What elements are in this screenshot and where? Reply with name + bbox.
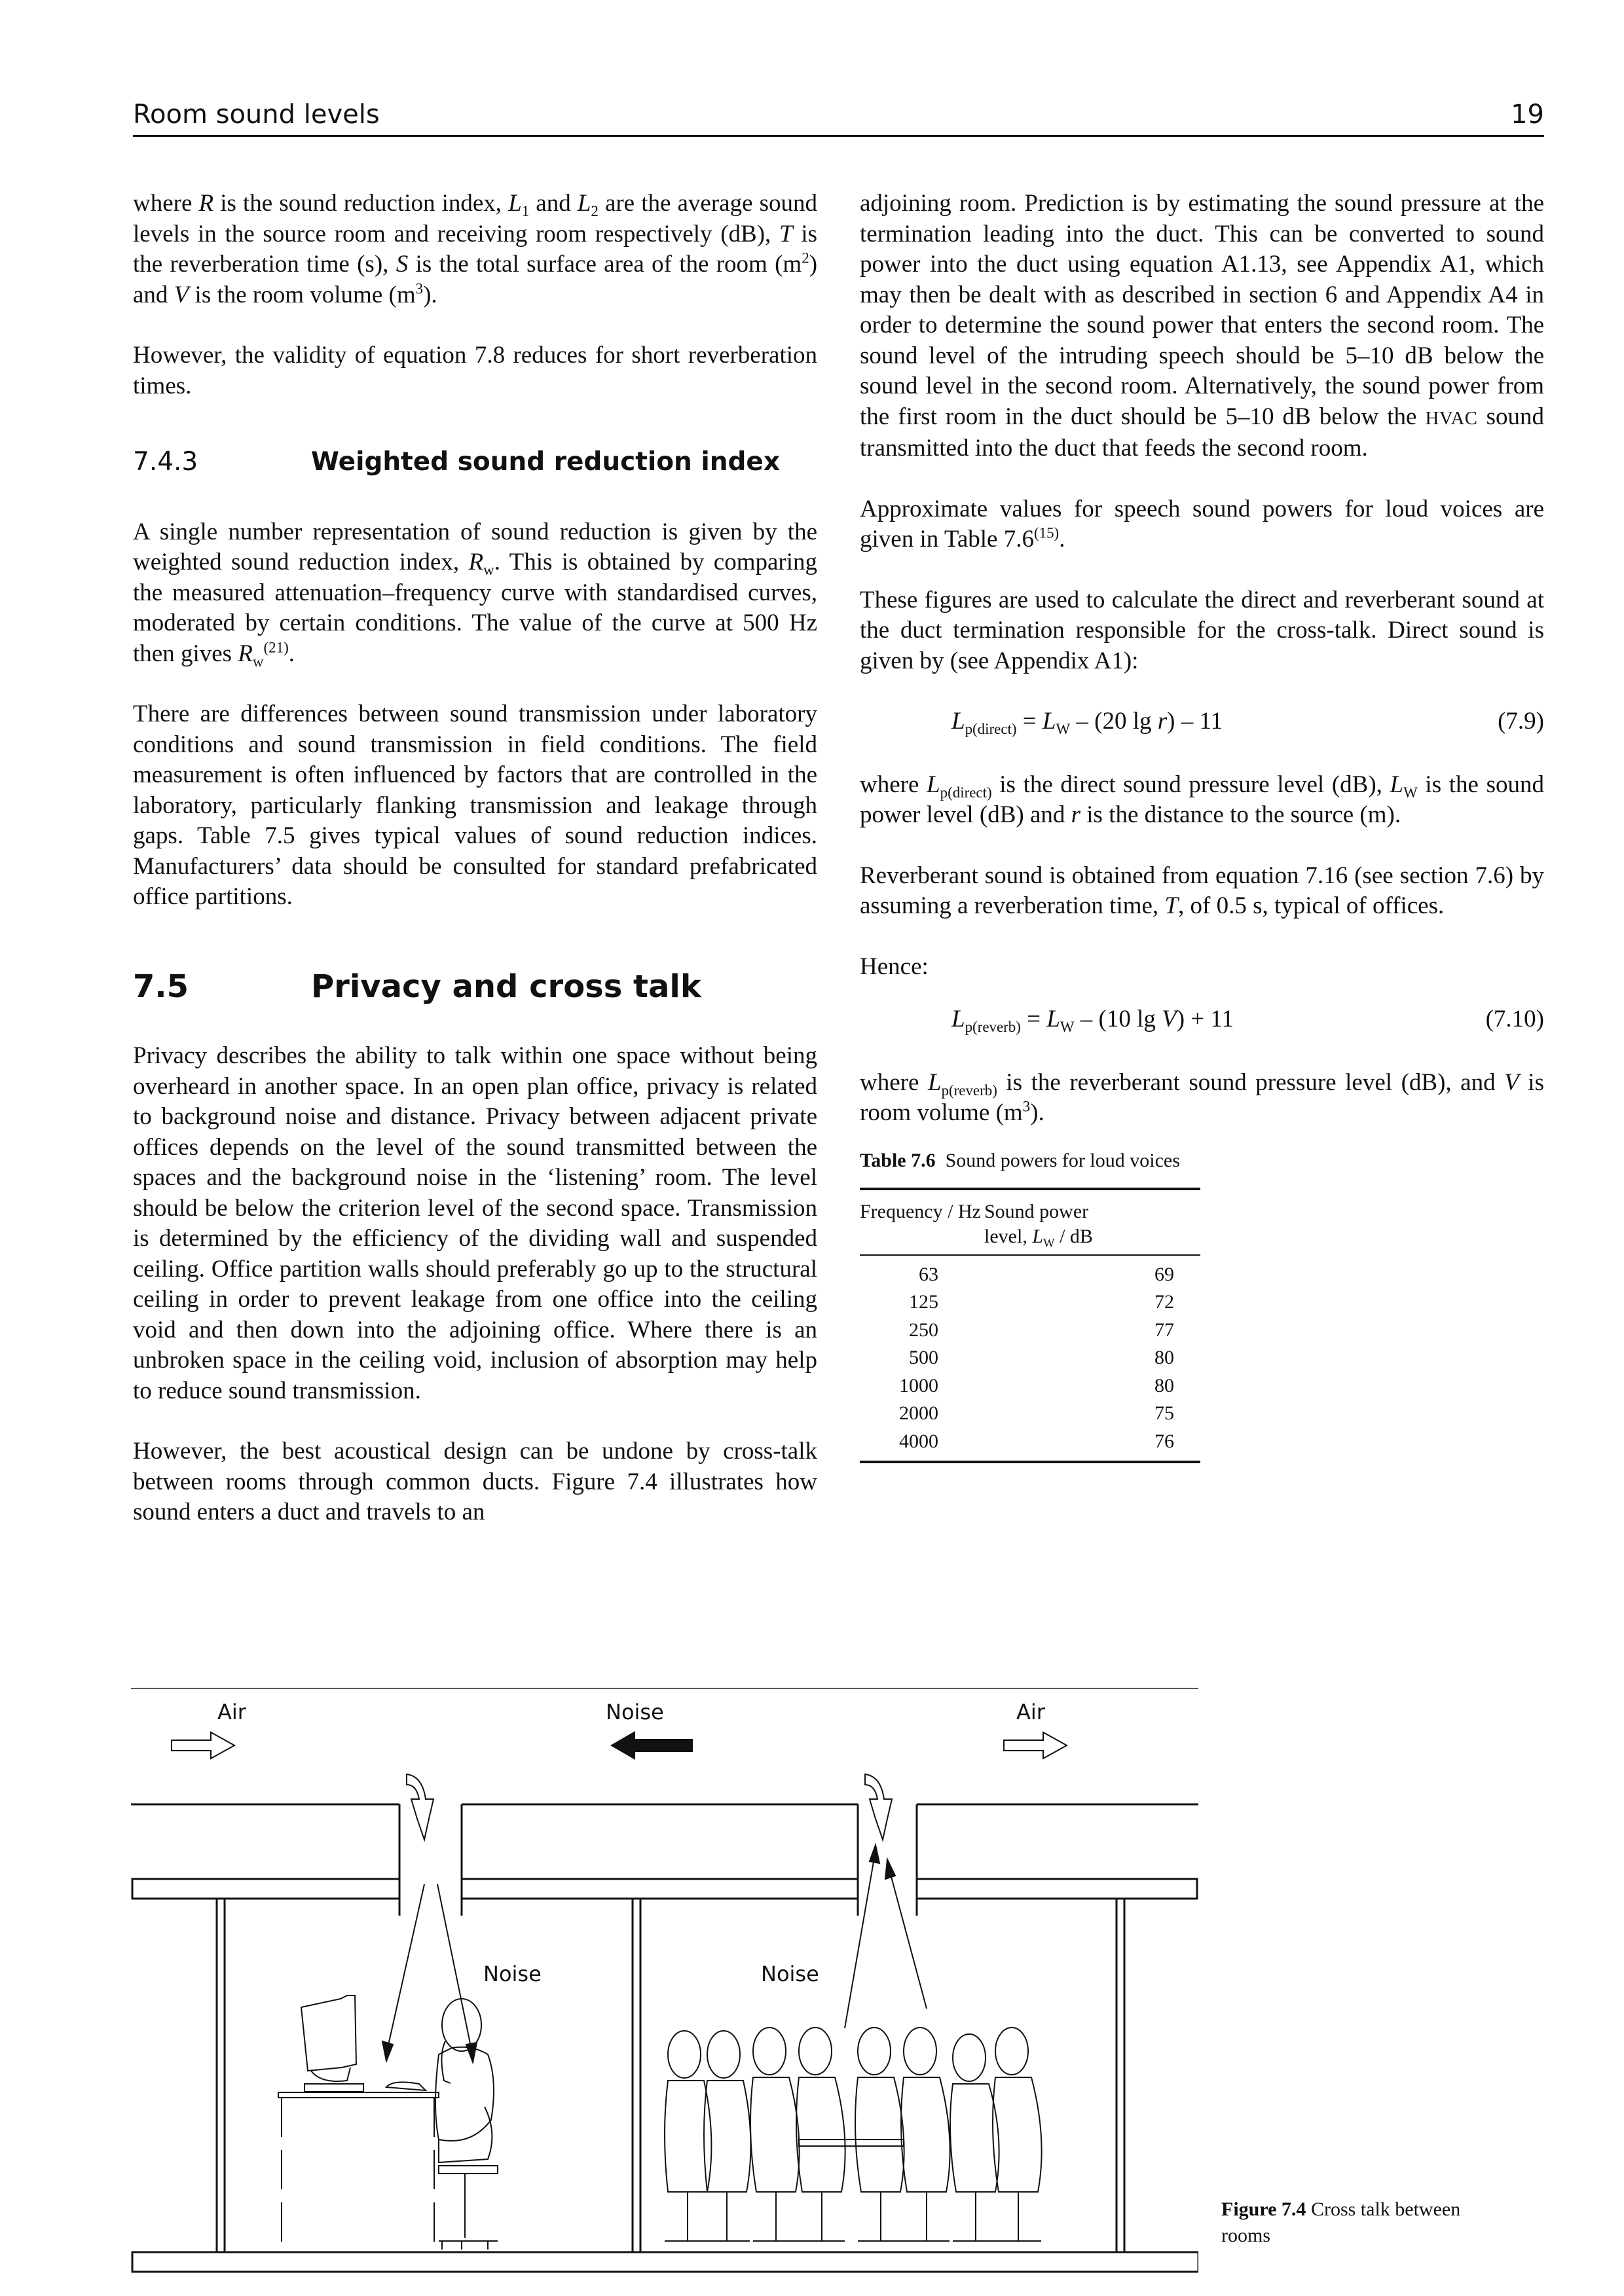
cell-frequency: 125 [909,1291,938,1313]
suspended-ceiling [132,1879,399,1899]
partition-wall [633,1899,640,2252]
cell-frequency: 500 [909,1347,938,1368]
label-noise-room1: Noise [483,1961,542,1986]
sound-path-arrow-icon [382,2041,393,2061]
figure-caption [1221,2196,1509,2249]
sound-path-line [388,1884,424,2048]
section-number: 7.4.3 [133,447,198,477]
meeting-group [665,2028,1042,2241]
paragraph-reverb-definition: where $L_{p(reverb)}$ is the reverberant sound pressure level (dB), and V is room volume $(m^3)$. [860,1068,1544,1126]
duct-entry-arrow-icon [407,1774,434,1840]
reference-15: (15) [1033,524,1060,541]
section-title: Weighted sound reduction index [311,447,781,477]
cell-sound-power-level: 75 [1154,1402,1174,1424]
equation-expression: $L_{p(reverb)} = L_W - (10$ lg V) + 11 [951,1006,1234,1036]
table-7-6 [860,1148,1200,1464]
equation-7-10 [860,1004,1544,1035]
chair-seat [439,2166,498,2174]
table-row [860,1428,1200,1463]
phone-arm [441,2041,451,2083]
table-row [860,1255,1200,1289]
cell-sound-power-level: 77 [1154,1319,1174,1341]
cell-sound-power-level: 72 [1154,1291,1174,1313]
suspended-ceiling [462,1879,858,1899]
monitor-base [304,2084,363,2092]
sound-path-arrow-icon [885,1859,895,1879]
section-heading-7-5 [133,968,817,1005]
equation-expression: $L_{p(direct)} = L_W - (20$ lg r) – 11 [951,708,1223,738]
running-header [133,92,1544,137]
paragraph-hence: Hence: [860,953,929,980]
cell-frequency: 4000 [899,1430,938,1452]
table-row [860,1400,1200,1428]
paragraph-direct-definition: where $L_{p(direct)}$ is the direct sound pressure level (dB), $L_W$ is the sound power level (dB) and r is the distance to the source (m). [860,771,1545,828]
seated-person [901,2028,950,2241]
label-air-left: Air [217,1700,246,1724]
cell-sound-power-level: 69 [1154,1263,1174,1285]
cell-frequency: 63 [919,1263,938,1285]
table-row [860,1344,1200,1372]
label-air-right: Air [1016,1700,1045,1724]
desk-top [278,2092,439,2098]
paragraph-reverberant: Reverberant sound is obtained from equation 7.16 (see section 7.6) by assuming a reverberation time, T, of 0.5 s, typical of offices. [860,862,1544,919]
running-title: Room sound levels [133,100,380,130]
paragraph-lab-vs-field: There are differences between sound transmission under laboratory conditions and sound transmission in field conditions. The field measurement is often influenced by factors that are controlled in the laboratory, particularly flanking transmission and leakage through gaps. Table 7.5 gives typical values of sound reduction indices. Manufacturers’ data should be consulted for standard prefabricated office partitions. [133,701,817,910]
seated-person [950,2034,999,2241]
section-title: Privacy and cross talk [311,968,701,1005]
table-caption: Table 7.6 Sound powers for loud voices [860,1149,1180,1171]
keyboard [386,2082,426,2090]
sound-power-table [860,1188,1200,1464]
sound-path-arrow-icon [870,1845,879,1863]
seated-person [750,2028,800,2241]
sound-path-line [845,1858,874,2028]
section-heading-7-4-3 [133,447,817,478]
person-head [442,1999,481,2051]
paragraph-direct-reverberant: These figures are used to calculate the direct and reverberant sound at the duct termination responsible for the cross-talk. Direct sound is given by (see Appendix A1): [860,586,1544,674]
section-number: 7.5 [133,968,189,1005]
person-torso [435,2047,494,2141]
equation-number: (7.9) [1498,708,1544,735]
paragraph-cross-talk: However, the best acoustical design can be undone by cross-talk between rooms through common ducts. Figure 7.4 illustrates how sound enters a duct and travels to an [133,1438,817,1525]
table-row [860,1288,1200,1317]
label-noise-room2: Noise [761,1961,819,1986]
table-row [860,1372,1200,1400]
left-column [133,189,817,1558]
noise-flow-arrow-icon [610,1731,693,1760]
floor-slab [132,2252,1198,2272]
paragraph-validity: However, the validity of equation 7.8 reduces for short reverberation times. [133,342,817,399]
computer-monitor [301,1995,356,2071]
chair-back [439,2107,492,2162]
cell-frequency: 250 [909,1319,938,1341]
paragraph-privacy: Privacy describes the ability to talk within one space without being overheard in another space. In an open plan office, privacy is related to background noise and distance. Privacy between adjacent private offices depends on the level of the sound transmitted between the spaces and the background noise in the ‘listening’ room. The level should be below the criterion level of the second space. Transmission is determined by the efficiency of the dividing wall and suspended ceiling. Office partition walls should preferably go up to the structural ceiling in order to prevent leakage from one office into the ceiling void and then down into the adjoining office. Where there is an unbroken space in the ceiling void, inclusion of absorption may help to reduce sound transmission. [133,1042,817,1404]
meeting-table [799,2140,904,2146]
paragraph-adjoining-room: adjoining room. Prediction is by estimating the sound pressure at the termination leading into the duct. This can be converted to sound power into the duct using equation A1.13, see Appendix A1, which may then be dealt with as described in section 6 and Appendix A4 in order to determine the sound power that enters the second room. The sound level of the intruding speech should be 5–10 dB below the sound level in the second room. Alternatively, the sound power from the first room in the duct should be 5–10 dB below the HVAC sound transmitted into the duct that feeds the second room. [860,190,1544,462]
duct-entry-arrow-icon [865,1774,892,1840]
air-flow-arrow-icon [172,1732,234,1758]
figure-label: Figure 7.4 [1221,2198,1306,2220]
table-row [860,1317,1200,1345]
column-header-frequency: Frequency / Hz [860,1189,984,1255]
cell-sound-power-level: 76 [1154,1430,1174,1452]
figure-caption-text: Cross talk between rooms [1221,2198,1461,2246]
paragraph-symbols-definition: where R is the sound reduction index, $L_1$ and $L_2$ are the average sound levels in the source room and receiving room respectively (dB), T is the reverberation time (s), S is the total surface area of the room $(m^2)$ and V is the room volume $(m^3)$. [133,190,818,308]
cell-sound-power-level: 80 [1154,1374,1174,1396]
partition-wall [1116,1899,1124,2252]
paragraph-weighted-index: A single number representation of sound reduction is given by the weighted sound reduction index, $R_w$. This is obtained by comparing the measured attenuation–frequency curve with standardised curves, moderated by certain conditions. The value of the curve at 500 Hz then gives $R_w^{(21)}$. [133,518,818,670]
suspended-ceiling [917,1879,1197,1899]
table-body [860,1255,1200,1463]
cell-frequency: 1000 [899,1374,938,1396]
partition-wall [217,1899,225,2252]
right-column [860,189,1544,1463]
seated-person [796,2028,845,2241]
paragraph-speech-powers: Approximate values for speech sound powers for loud voices are given in Table 7.6$^{(15)}$. [860,495,1544,553]
cross-talk-diagram [131,1688,1198,2277]
equation-7-9 [860,706,1544,737]
column-header-level: Sound power level, $L_W$ / dB [984,1189,1200,1255]
cell-sound-power-level: 80 [1154,1347,1174,1368]
label-noise-top: Noise [606,1700,664,1724]
page-number: 19 [1511,100,1544,130]
office-worker-on-phone [278,1995,498,2251]
seated-person [855,2028,904,2241]
air-flow-arrow-icon [1004,1732,1067,1758]
chair-base [439,2241,498,2250]
seated-person [993,2028,1042,2241]
reference-21: (21) [263,638,289,655]
equation-number: (7.10) [1485,1006,1544,1032]
sound-path-arrow-icon [466,2043,477,2062]
sound-path-line [891,1874,927,2009]
figure-7-4 [131,1688,1198,2277]
cell-frequency: 2000 [899,1402,938,1424]
